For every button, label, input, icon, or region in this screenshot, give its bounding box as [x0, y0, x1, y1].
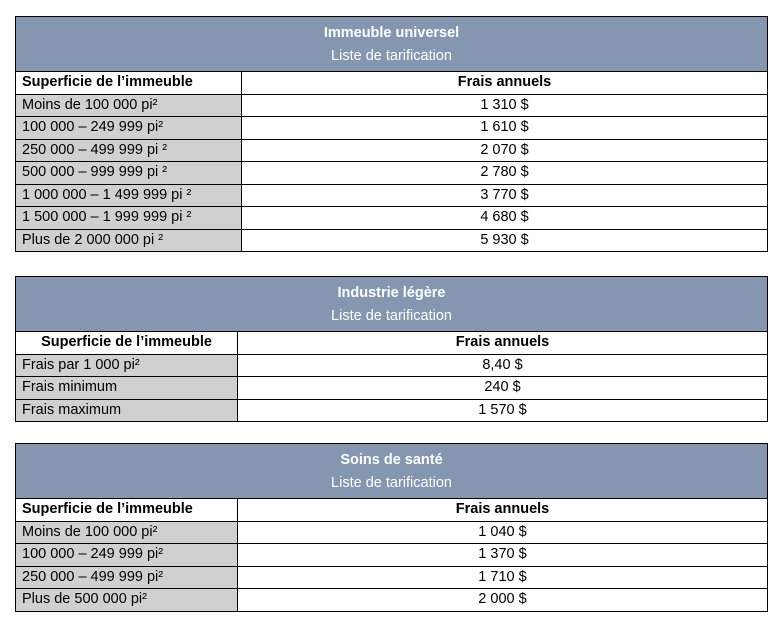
table-title: Immeuble universel	[323, 25, 460, 41]
table-row	[16, 566, 768, 589]
table-subtitle: Liste de tarification	[331, 48, 452, 64]
table-row	[16, 589, 768, 612]
table-title: Soins de santé	[340, 452, 443, 468]
fee-cell: 2 780 $	[242, 162, 768, 185]
table-title: Industrie légère	[337, 285, 446, 301]
table-header-band	[16, 444, 768, 499]
size-cell: Frais maximum	[16, 399, 238, 422]
pricing-table-health-care	[15, 443, 768, 612]
column-header-row	[16, 332, 768, 355]
table-header-cell	[16, 444, 768, 499]
column-header-size: Superficie de l’immeuble	[16, 499, 238, 522]
size-cell: 1 500 000 – 1 999 999 pi ²	[16, 207, 242, 230]
table-row	[16, 229, 768, 252]
table-row	[16, 399, 768, 422]
fee-cell: 5 930 $	[242, 229, 768, 252]
table-row	[16, 162, 768, 185]
size-cell: 100 000 – 249 999 pi²	[16, 117, 242, 140]
column-header-row	[16, 72, 768, 95]
size-cell: 500 000 – 999 999 pi ²	[16, 162, 242, 185]
column-header-fee: Frais annuels	[238, 499, 768, 522]
fee-cell: 1 310 $	[242, 94, 768, 117]
fee-cell: 2 000 $	[238, 589, 768, 612]
fee-cell: 2 070 $	[242, 139, 768, 162]
table-header-band	[16, 17, 768, 72]
fee-cell: 1 040 $	[238, 521, 768, 544]
pricing-table-light-industry	[15, 276, 768, 422]
fee-cell: 8,40 $	[238, 354, 768, 377]
fee-cell: 1 710 $	[238, 566, 768, 589]
table-row	[16, 94, 768, 117]
size-cell: 100 000 – 249 999 pi²	[16, 544, 238, 567]
table-row	[16, 544, 768, 567]
pricing-table-universal-building	[15, 16, 768, 252]
size-cell: Moins de 100 000 pi²	[16, 94, 242, 117]
table-row	[16, 184, 768, 207]
table-row	[16, 139, 768, 162]
fee-cell: 3 770 $	[242, 184, 768, 207]
size-cell: Frais par 1 000 pi²	[16, 354, 238, 377]
fee-cell: 4 680 $	[242, 207, 768, 230]
size-cell: Frais minimum	[16, 377, 238, 400]
size-cell: Plus de 500 000 pi²	[16, 589, 238, 612]
column-header-fee: Frais annuels	[238, 332, 768, 355]
table-row	[16, 377, 768, 400]
table-row	[16, 207, 768, 230]
column-header-size: Superficie de l’immeuble	[16, 332, 238, 355]
table-header-cell	[16, 277, 768, 332]
table-row	[16, 117, 768, 140]
column-header-size: Superficie de l’immeuble	[16, 72, 242, 95]
column-header-fee: Frais annuels	[242, 72, 768, 95]
fee-cell: 240 $	[238, 377, 768, 400]
size-cell: 250 000 – 499 999 pi²	[16, 566, 238, 589]
table-row	[16, 521, 768, 544]
table-header-band	[16, 277, 768, 332]
table-subtitle: Liste de tarification	[331, 475, 452, 491]
table-subtitle: Liste de tarification	[331, 308, 452, 324]
column-header-row	[16, 499, 768, 522]
size-cell: 250 000 – 499 999 pi ²	[16, 139, 242, 162]
table-header-cell	[16, 17, 768, 72]
size-cell: 1 000 000 – 1 499 999 pi ²	[16, 184, 242, 207]
fee-cell: 1 570 $	[238, 399, 768, 422]
fee-cell: 1 610 $	[242, 117, 768, 140]
table-row	[16, 354, 768, 377]
size-cell: Moins de 100 000 pi²	[16, 521, 238, 544]
size-cell: Plus de 2 000 000 pi ²	[16, 229, 242, 252]
fee-cell: 1 370 $	[238, 544, 768, 567]
